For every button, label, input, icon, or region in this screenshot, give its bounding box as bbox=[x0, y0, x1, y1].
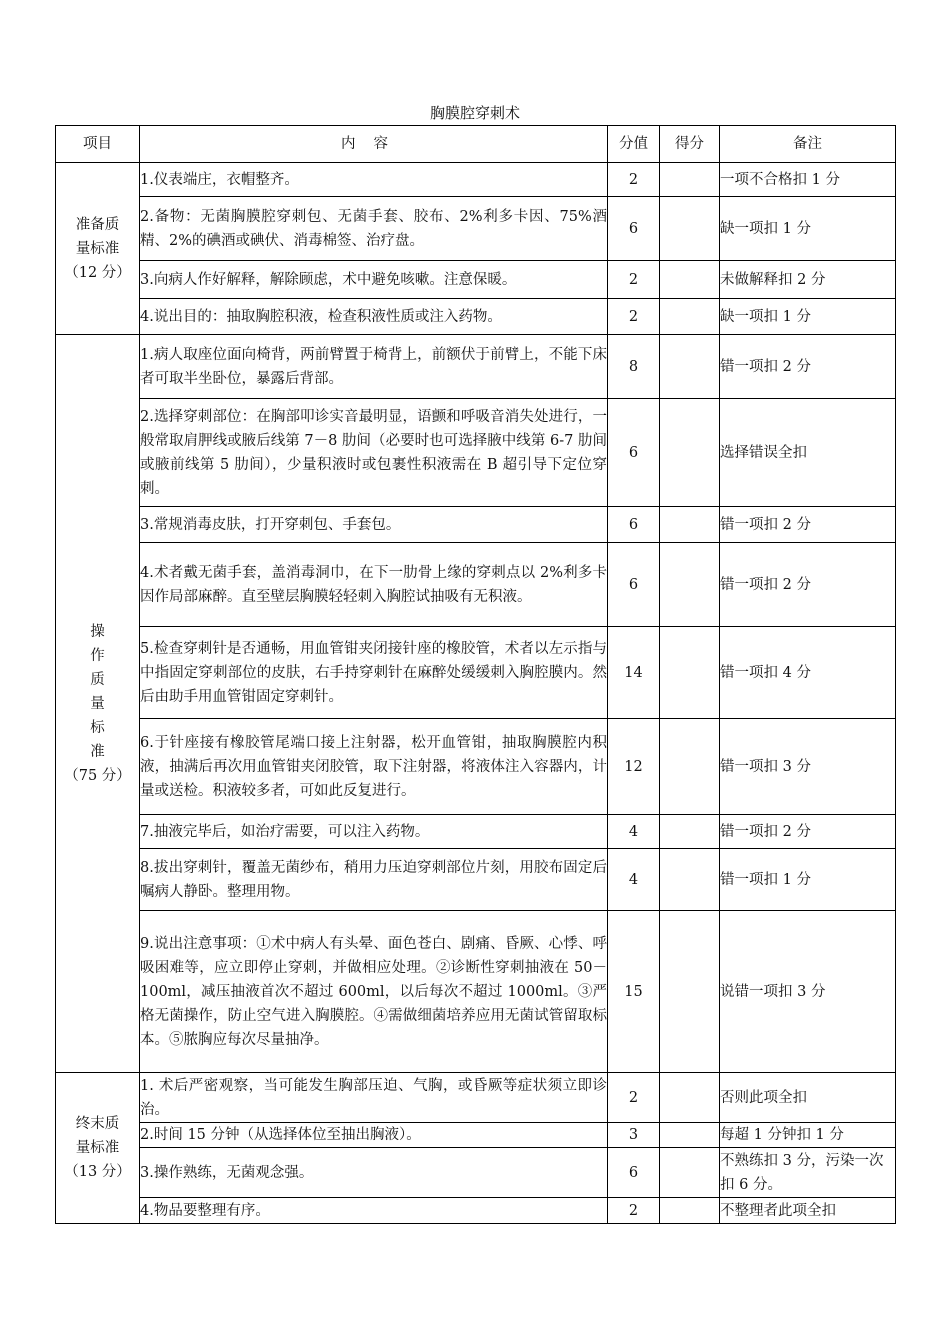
item-note: 不熟练扣 3 分，污染一次扣 6 分。 bbox=[720, 1148, 896, 1198]
item-note: 说错一项扣 3 分 bbox=[720, 911, 896, 1073]
section-label-line: 质 bbox=[90, 671, 105, 688]
table-row bbox=[56, 335, 896, 399]
item-note: 错一项扣 3 分 bbox=[720, 719, 896, 815]
header-got: 得分 bbox=[660, 126, 720, 163]
table-row bbox=[56, 543, 896, 627]
item-got-score-cell[interactable] bbox=[660, 261, 720, 299]
item-score: 2 bbox=[608, 299, 660, 335]
table-row bbox=[56, 507, 896, 543]
item-note: 缺一项扣 1 分 bbox=[720, 299, 896, 335]
item-score: 6 bbox=[608, 507, 660, 543]
item-content: 3.向病人作好解释，解除顾虑，术中避免咳嗽。注意保暖。 bbox=[140, 261, 608, 299]
item-content: 4.说出目的：抽取胸腔积液，检查积液性质或注入药物。 bbox=[140, 299, 608, 335]
item-content: 3.常规消毒皮肤，打开穿刺包、手套包。 bbox=[140, 507, 608, 543]
item-got-score-cell[interactable] bbox=[660, 1123, 720, 1148]
table-row bbox=[56, 1123, 896, 1148]
item-note: 否则此项全扣 bbox=[720, 1073, 896, 1123]
header-content: 内容 bbox=[140, 126, 608, 163]
section-label-line: 操 bbox=[90, 623, 105, 640]
item-note: 错一项扣 4 分 bbox=[720, 627, 896, 719]
item-got-score-cell[interactable] bbox=[660, 1148, 720, 1198]
item-score: 6 bbox=[608, 1148, 660, 1198]
section-label-line: （75 分） bbox=[64, 767, 131, 784]
section-label-line: 作 bbox=[90, 647, 105, 664]
scoring-table bbox=[55, 125, 896, 1224]
table-row bbox=[56, 261, 896, 299]
section-label-line: 量标准 bbox=[75, 1140, 120, 1156]
item-got-score-cell[interactable] bbox=[660, 849, 720, 911]
item-got-score-cell[interactable] bbox=[660, 627, 720, 719]
item-got-score-cell[interactable] bbox=[660, 335, 720, 399]
item-content: 4.术者戴无菌手套，盖消毒洞巾，在下一肋骨上缘的穿刺点以 2%利多卡因作局部麻醉。直至壁层胸膜轻轻刺入胸腔试抽吸有无积液。 bbox=[140, 543, 608, 627]
section-label-line: 准备质 bbox=[75, 216, 120, 233]
item-content: 9.说出注意事项：①术中病人有头晕、面色苍白、剧痛、昏厥、心悸、呼吸困难等，应立即停止穿刺，并做相应处理。②诊断性穿刺抽液在 50－100ml，减压抽液首次不超过 600ml，以后每次不超过 1000ml。③严格无菌操作，防止空气进入胸膜腔。④需做细菌培养应用无菌试管留取标本。⑤脓胸应每次尽量抽净。 bbox=[140, 911, 608, 1073]
table-row bbox=[56, 299, 896, 335]
table-row bbox=[56, 1198, 896, 1224]
item-content: 8.拔出穿刺针，覆盖无菌纱布，稍用力压迫穿刺部位片刻，用胶布固定后嘱病人静卧。整理用物。 bbox=[140, 849, 608, 911]
item-got-score-cell[interactable] bbox=[660, 1073, 720, 1123]
item-note: 选择错误全扣 bbox=[720, 399, 896, 507]
table-row bbox=[56, 849, 896, 911]
item-content: 1.病人取座位面向椅背，两前臂置于椅背上，前额伏于前臂上，不能下床者可取半坐卧位，暴露后背部。 bbox=[140, 335, 608, 399]
item-score: 2 bbox=[608, 1073, 660, 1123]
item-score: 4 bbox=[608, 849, 660, 911]
item-note: 一项不合格扣 1 分 bbox=[720, 163, 896, 197]
table-row bbox=[56, 627, 896, 719]
item-note: 错一项扣 2 分 bbox=[720, 335, 896, 399]
table-row bbox=[56, 1073, 896, 1123]
item-note: 错一项扣 2 分 bbox=[720, 543, 896, 627]
item-content: 1.仪表端庄，衣帽整齐。 bbox=[140, 163, 608, 197]
page-title: 胸膜腔穿刺术 bbox=[429, 104, 520, 122]
item-content: 1. 术后严密观察，当可能发生胸部压迫、气胸，或昏厥等症状须立即诊治。 bbox=[140, 1073, 608, 1123]
section-label-line: 终末质 bbox=[75, 1116, 120, 1132]
item-got-score-cell[interactable] bbox=[660, 163, 720, 197]
section-label bbox=[56, 335, 140, 1073]
item-note: 未做解释扣 2 分 bbox=[720, 261, 896, 299]
item-note: 错一项扣 2 分 bbox=[720, 507, 896, 543]
item-content: 5.检查穿刺针是否通畅，用血管钳夹闭接针座的橡胶管，术者以左示指与中指固定穿刺部位的皮肤，右手持穿刺针在麻醉处缓缓刺入胸腔膜内。然后由助手用血管钳固定穿刺针。 bbox=[140, 627, 608, 719]
item-content: 7.抽液完毕后，如治疗需要，可以注入药物。 bbox=[140, 815, 608, 849]
item-score: 15 bbox=[608, 911, 660, 1073]
table-row bbox=[56, 197, 896, 261]
item-content: 2.选择穿刺部位：在胸部叩诊实音最明显，语颤和呼吸音消失处进行，一般常取肩胛线或腋后线第 7－8 肋间（必要时也可选择腋中线第 6-7 肋间或腋前线第 5 肋间），少量积液时或包裹性积液需在 B 超引导下定位穿刺。 bbox=[140, 399, 608, 507]
item-content: 2.备物：无菌胸膜腔穿刺包、无菌手套、胶布、2%利多卡因、75%酒精、2%的碘酒或碘伏、消毒棉签、治疗盘。 bbox=[140, 197, 608, 261]
item-score: 14 bbox=[608, 627, 660, 719]
section-label-line: 准 bbox=[90, 743, 105, 760]
item-score: 6 bbox=[608, 399, 660, 507]
item-score: 12 bbox=[608, 719, 660, 815]
section-label-line: 量标准 bbox=[75, 240, 120, 257]
header-score: 分值 bbox=[608, 126, 660, 163]
header-note: 备注 bbox=[720, 126, 896, 163]
item-content: 4.物品要整理有序。 bbox=[140, 1198, 608, 1224]
item-note: 每超 1 分钟扣 1 分 bbox=[720, 1123, 896, 1148]
item-score: 4 bbox=[608, 815, 660, 849]
table-body bbox=[56, 163, 896, 1224]
section-label-line: 量 bbox=[90, 695, 105, 712]
item-note: 错一项扣 2 分 bbox=[720, 815, 896, 849]
item-got-score-cell[interactable] bbox=[660, 1198, 720, 1224]
item-got-score-cell[interactable] bbox=[660, 911, 720, 1073]
item-note: 错一项扣 1 分 bbox=[720, 849, 896, 911]
table-row bbox=[56, 815, 896, 849]
item-got-score-cell[interactable] bbox=[660, 299, 720, 335]
item-got-score-cell[interactable] bbox=[660, 719, 720, 815]
item-score: 2 bbox=[608, 163, 660, 197]
item-content: 3.操作熟练，无菌观念强。 bbox=[140, 1148, 608, 1198]
item-content: 6.于针座接有橡胶管尾端口接上注射器，松开血管钳，抽取胸膜腔内积液，抽满后再次用血管钳夹闭胶管，取下注射器，将液体注入容器内，计量或送检。积液较多者，可如此反复进行。 bbox=[140, 719, 608, 815]
item-score: 2 bbox=[608, 1198, 660, 1224]
item-got-score-cell[interactable] bbox=[660, 815, 720, 849]
item-got-score-cell[interactable] bbox=[660, 507, 720, 543]
item-score: 6 bbox=[608, 543, 660, 627]
table-row bbox=[56, 399, 896, 507]
item-score: 3 bbox=[608, 1123, 660, 1148]
item-score: 2 bbox=[608, 261, 660, 299]
section-label-line: 标 bbox=[90, 719, 105, 736]
table-row bbox=[56, 163, 896, 197]
header-section: 项目 bbox=[56, 126, 140, 163]
item-score: 6 bbox=[608, 197, 660, 261]
item-content: 2.时间 15 分钟（从选择体位至抽出胸液）。 bbox=[140, 1123, 608, 1148]
item-got-score-cell[interactable] bbox=[660, 399, 720, 507]
table-row bbox=[56, 719, 896, 815]
item-note: 不整理者此项全扣 bbox=[720, 1198, 896, 1224]
section-label-line: （13 分） bbox=[64, 1164, 131, 1180]
table-row bbox=[56, 1148, 896, 1198]
table-header-row bbox=[56, 126, 896, 163]
item-got-score-cell[interactable] bbox=[660, 543, 720, 627]
item-got-score-cell[interactable] bbox=[660, 197, 720, 261]
item-note: 缺一项扣 1 分 bbox=[720, 197, 896, 261]
section-label bbox=[56, 163, 140, 335]
item-score: 8 bbox=[608, 335, 660, 399]
section-label bbox=[56, 1073, 140, 1224]
section-label-line: （12 分） bbox=[64, 264, 131, 281]
table-row bbox=[56, 911, 896, 1073]
